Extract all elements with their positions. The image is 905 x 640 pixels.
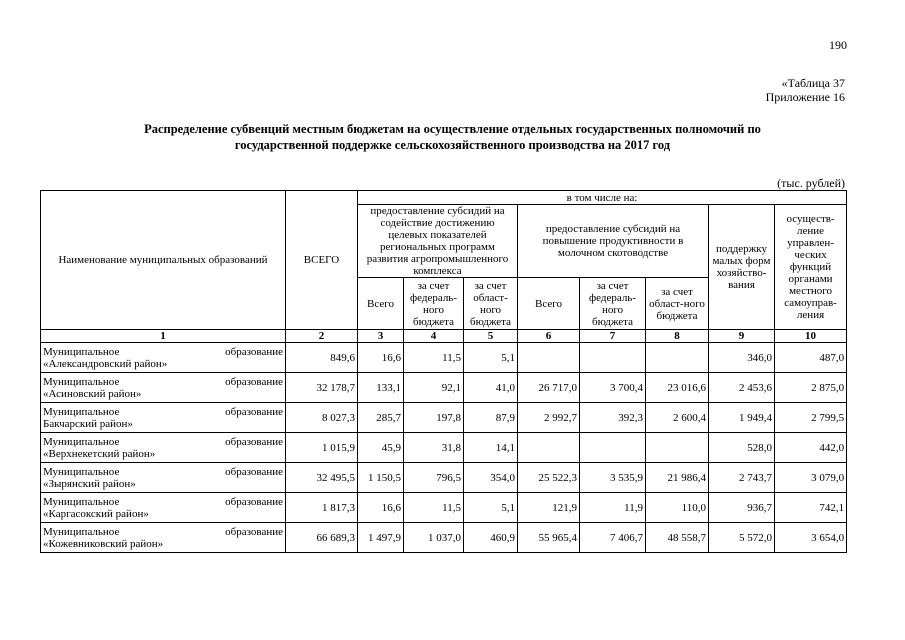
cell-value: 5 572,0 [709,523,775,553]
cell-value: 92,1 [404,373,464,403]
cell-value: 742,1 [775,493,847,523]
municipality-name [41,433,286,463]
district-name: «Кожевниковский район» [43,537,164,550]
cell-value: 2 992,7 [518,403,580,433]
municipality-name [41,493,286,523]
cell-value: 3 700,4 [580,373,646,403]
name-part: образование [225,435,283,448]
cell-value: 197,8 [404,403,464,433]
cell-value: 1 949,4 [709,403,775,433]
header-including: в том числе на: [358,191,847,205]
cell-value: 936,7 [709,493,775,523]
cell-value: 16,6 [358,493,404,523]
cell-value: 354,0 [464,463,518,493]
cell-value: 23 016,6 [646,373,709,403]
cell-value: 528,0 [709,433,775,463]
cell-value: 11,5 [404,343,464,373]
col-number: 7 [580,330,646,343]
cell-value: 346,0 [709,343,775,373]
cell-value: 3 079,0 [775,463,847,493]
district-name: «Александровский район» [43,357,168,370]
header-group-agro-programs: предоставление субсидий на содействие достижению целевых показателей региональных программ развития агропромышленного комплекса [358,205,518,278]
name-part: Муниципальное [43,495,120,508]
cell-value: 21 986,4 [646,463,709,493]
cell-value: 2 600,4 [646,403,709,433]
header-g1-federal: за счет федераль-ного бюджета [404,278,464,330]
header-group-dairy: предоставление субсидий на повышение продуктивности в молочном скотоводстве [518,205,709,278]
district-name: Бакчарский район» [43,417,133,430]
cell-value [580,433,646,463]
table-row [41,403,847,433]
cell-value [518,433,580,463]
district-name: «Каргасокский район» [43,507,149,520]
municipality-name [41,403,286,433]
district-name: «Верхнекетский район» [43,447,156,460]
name-part: Муниципальное [43,465,120,478]
cell-value: 2 875,0 [775,373,847,403]
cell-value: 442,0 [775,433,847,463]
col-number: 2 [286,330,358,343]
cell-value: 487,0 [775,343,847,373]
table-row [41,343,847,373]
name-part: образование [225,405,283,418]
header-g2-federal: за счет федераль-ного бюджета [580,278,646,330]
cell-value: 48 558,7 [646,523,709,553]
cell-value: 66 689,3 [286,523,358,553]
cell-value: 32 178,7 [286,373,358,403]
name-part: образование [225,465,283,478]
document-title [60,121,845,153]
header-admin-functions: осуществ-ление управлен-ческих функций органами местного самоуправ-ления [775,205,847,330]
appendix-number: Приложение 16 [765,90,845,104]
table-row [41,433,847,463]
cell-value: 2 453,6 [709,373,775,403]
col-number: 9 [709,330,775,343]
page-number: 190 [829,38,847,52]
municipality-name [41,523,286,553]
district-name: «Зырянский район» [43,477,136,490]
cell-value: 2 743,7 [709,463,775,493]
cell-value: 849,6 [286,343,358,373]
col-number: 3 [358,330,404,343]
cell-value: 5,1 [464,343,518,373]
cell-value: 55 965,4 [518,523,580,553]
cell-value: 1 015,9 [286,433,358,463]
cell-value: 1 817,3 [286,493,358,523]
municipality-name [41,373,286,403]
cell-value: 285,7 [358,403,404,433]
cell-value: 3 535,9 [580,463,646,493]
header-g1-regional: за счет област-ного бюджета [464,278,518,330]
cell-value: 7 406,7 [580,523,646,553]
cell-value: 3 654,0 [775,523,847,553]
cell-value: 8 027,3 [286,403,358,433]
header-municipality: Наименование муниципальных образований [41,191,286,330]
appendix-reference [766,76,845,104]
cell-value: 41,0 [464,373,518,403]
cell-value: 31,8 [404,433,464,463]
cell-value: 1 150,5 [358,463,404,493]
name-part: образование [225,345,283,358]
cell-value: 45,9 [358,433,404,463]
cell-value: 16,6 [358,343,404,373]
name-part: образование [225,525,283,538]
district-name: «Асиновский район» [43,387,142,400]
cell-value: 110,0 [646,493,709,523]
table-row [41,493,847,523]
col-number: 6 [518,330,580,343]
cell-value: 2 799,5 [775,403,847,433]
name-part: Муниципальное [43,525,120,538]
units-label: (тыс. рублей) [777,176,845,190]
name-part: образование [225,375,283,388]
cell-value: 14,1 [464,433,518,463]
cell-value: 121,9 [518,493,580,523]
cell-value [518,343,580,373]
col-number: 5 [464,330,518,343]
name-part: Муниципальное [43,345,120,358]
cell-value: 32 495,5 [286,463,358,493]
header-g2-total: Всего [518,278,580,330]
cell-value: 26 717,0 [518,373,580,403]
cell-value: 1 037,0 [404,523,464,553]
col-number: 10 [775,330,847,343]
col-number: 4 [404,330,464,343]
name-part: образование [225,495,283,508]
cell-value [646,343,709,373]
col-number: 8 [646,330,709,343]
cell-value: 25 522,3 [518,463,580,493]
cell-value: 11,9 [580,493,646,523]
title-line-1: Распределение субвенций местным бюджетам на осуществление отдельных государственных полномочий по [144,122,761,136]
header-small-farms: поддержку малых форм хозяйство-вания [709,205,775,330]
header-total: ВСЕГО [286,191,358,330]
name-part: Муниципальное [43,405,120,418]
cell-value: 87,9 [464,403,518,433]
cell-value: 1 497,9 [358,523,404,553]
title-line-2: государственной поддержке сельскохозяйственного производства на 2017 год [234,138,671,152]
cell-value: 796,5 [404,463,464,493]
municipality-name [41,463,286,493]
table-row [41,373,847,403]
table-reference: «Таблица 37 [781,76,845,90]
cell-value: 133,1 [358,373,404,403]
cell-value [646,433,709,463]
table-row [41,463,847,493]
cell-value [580,343,646,373]
subsidy-table [40,190,847,553]
header-g1-total: Всего [358,278,404,330]
municipality-name [41,343,286,373]
col-number: 1 [41,330,286,343]
cell-value: 460,9 [464,523,518,553]
header-g2-regional: за счет област-ного бюджета [646,278,709,330]
cell-value: 5,1 [464,493,518,523]
name-part: Муниципальное [43,435,120,448]
column-numbers-row [41,330,847,343]
cell-value: 11,5 [404,493,464,523]
name-part: Муниципальное [43,375,120,388]
table-row [41,523,847,553]
cell-value: 392,3 [580,403,646,433]
